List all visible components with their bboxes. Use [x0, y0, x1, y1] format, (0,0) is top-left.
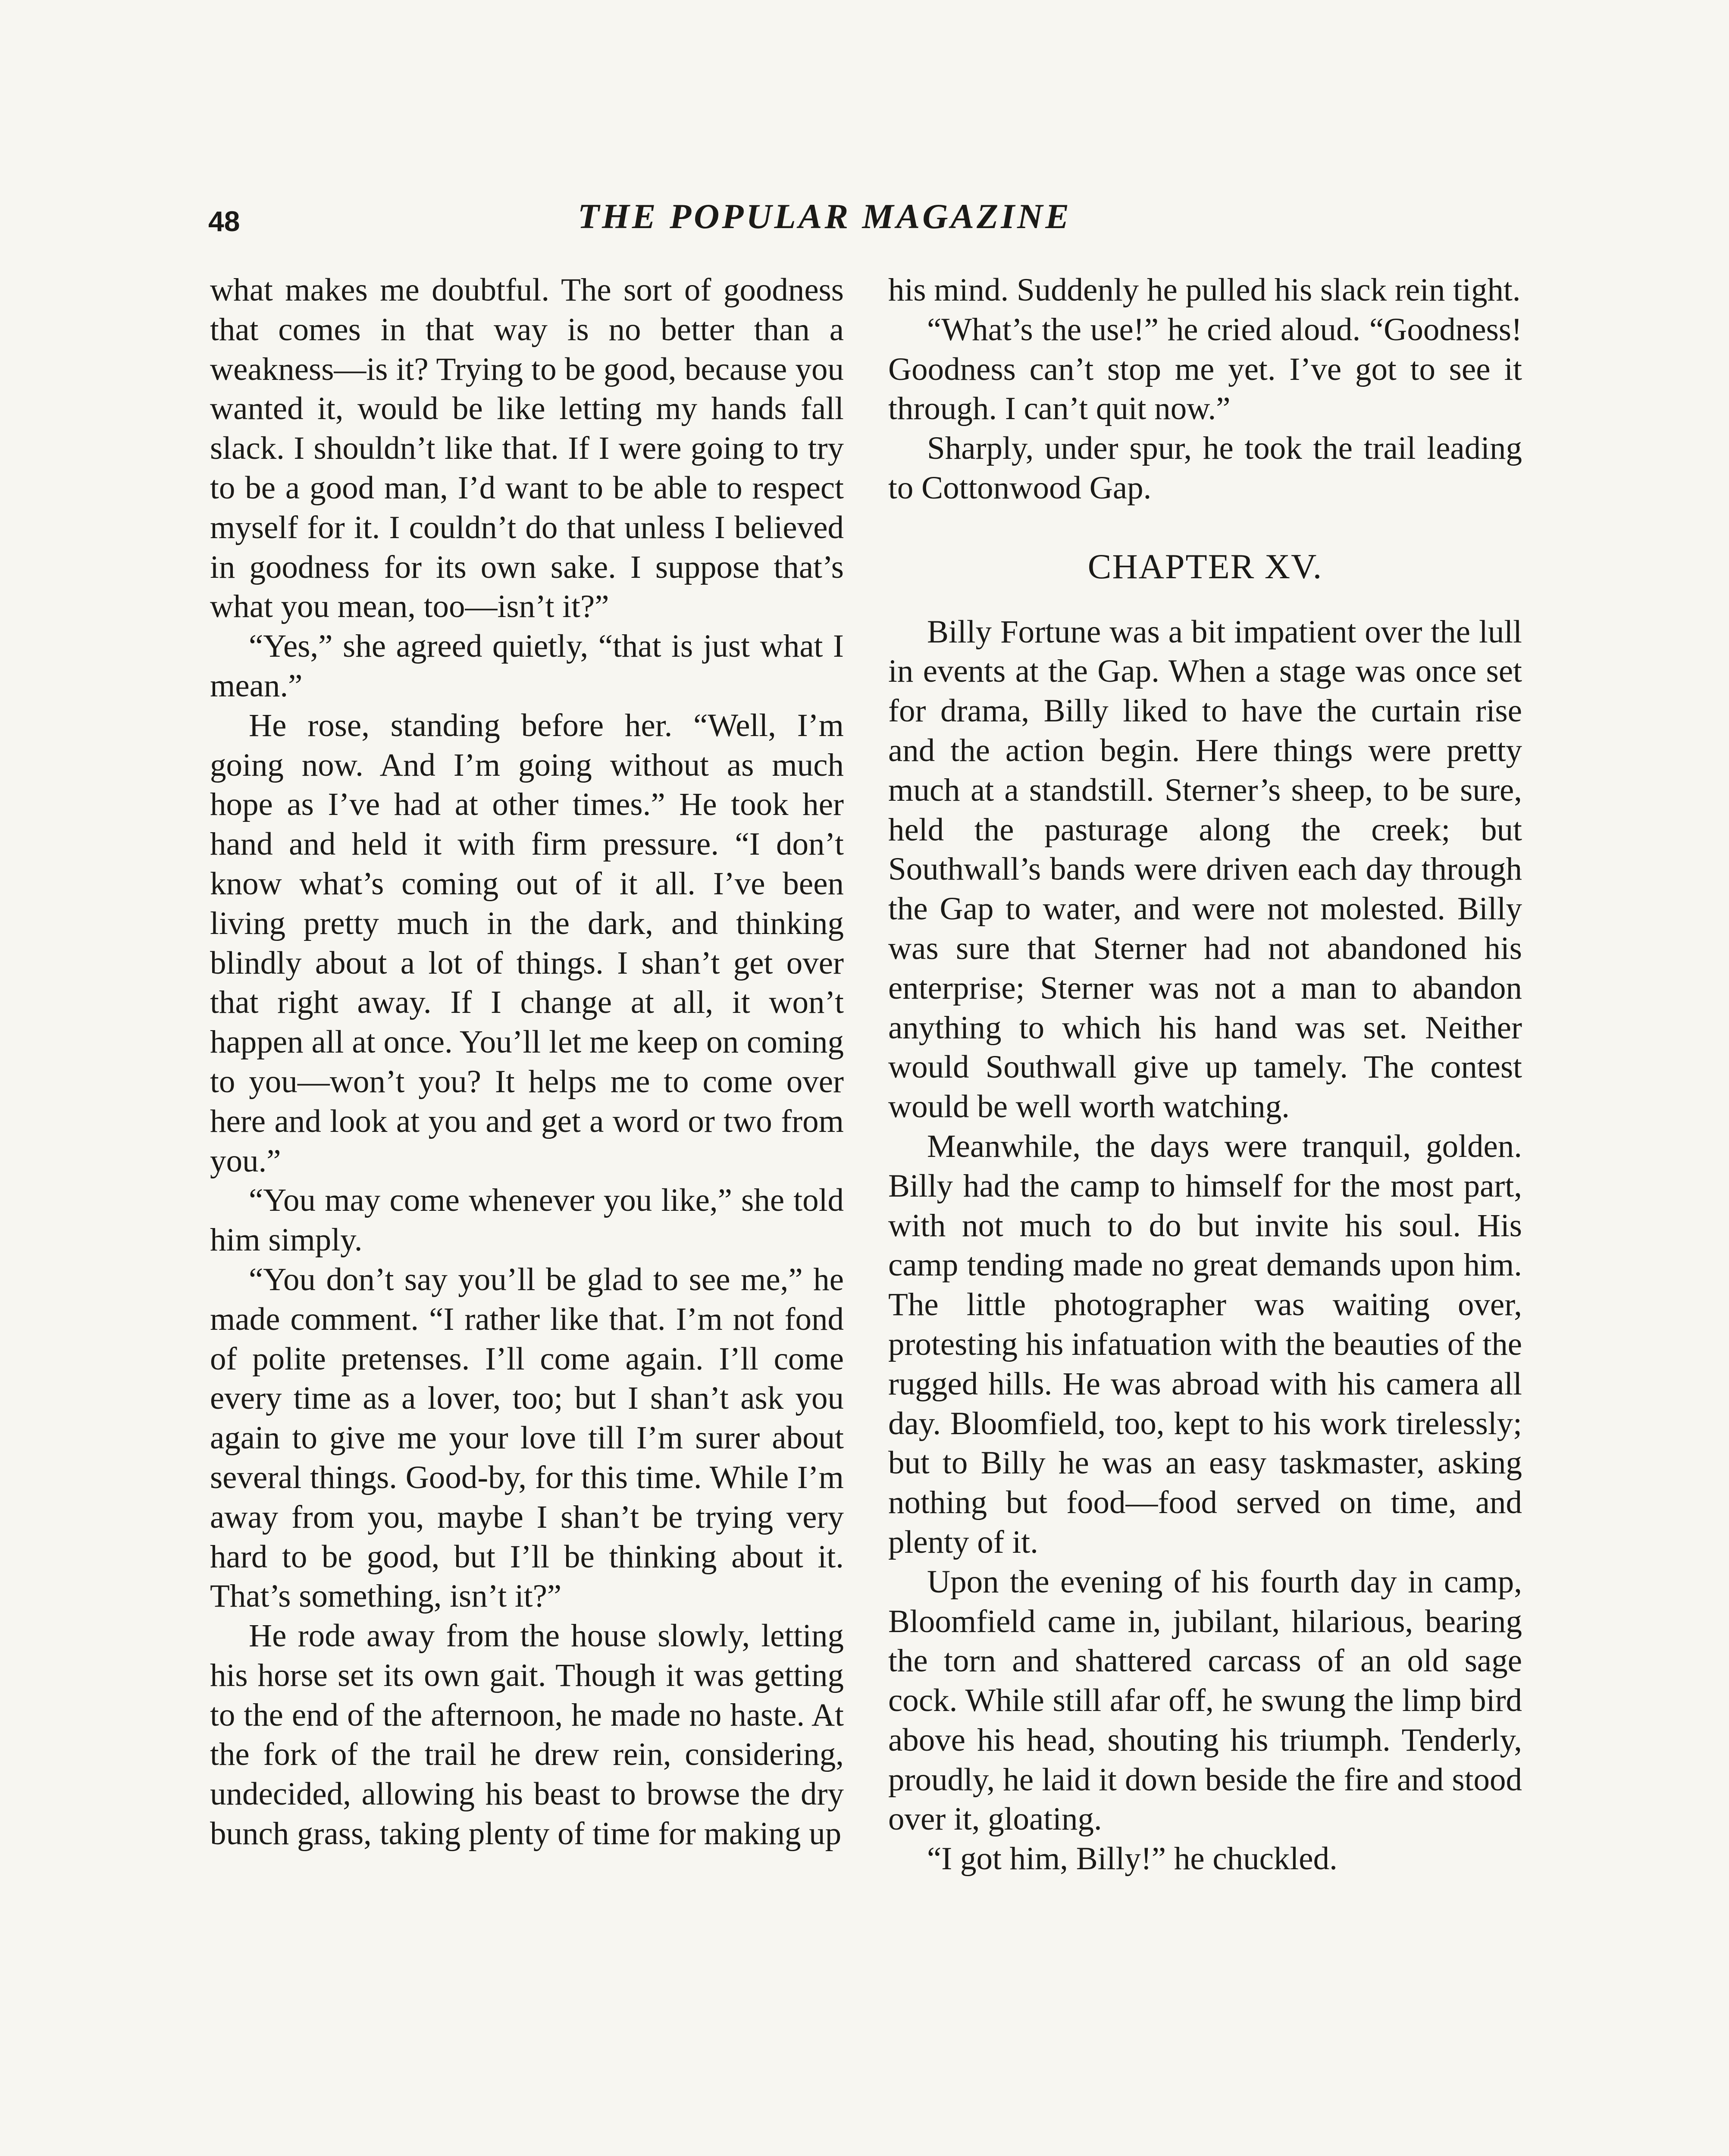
paragraph: He rode away from the house slowly, letting his horse set its own gait. Though it was getting to the end of the afternoon, he made no haste. At the fork of the trail he drew rein, considering, undecided, allowing his beast to browse the dry bunch grass, taking plenty of time for making up	[210, 1618, 844, 1852]
left-column	[210, 270, 844, 1854]
paragraph: Billy Fortune was a bit impatient over the lull in events at the Gap. When a stage was once set for drama, Billy liked to have the curtain rise and the action begin. Here things were pretty much at a standstill. Sterner’s sheep, to be sure, held the pasturage along the creek; but Southwall’s bands were driven each day through the Gap to water, and were not molested. Billy was sure that Sterner had not abandoned his enterprise; Sterner was not a man to abandon anything to which his hand was set. Neither would Southwall give up tamely. The contest would be well worth watching.	[888, 614, 1522, 1125]
paragraph: “I got him, Billy!” he chuckled.	[927, 1841, 1337, 1877]
paragraph: his mind. Suddenly he pulled his slack rein tight.	[888, 272, 1521, 308]
chapter-heading: CHAPTER XV.	[1087, 546, 1323, 586]
paragraph: “Yes,” she agreed quietly, “that is just what I mean.”	[210, 628, 844, 704]
paragraph: Sharply, under spur, he took the trail leading to Cottonwood Gap.	[888, 430, 1522, 506]
paragraph: “What’s the use!” he cried aloud. “Goodness! Goodness can’t stop me yet. I’ve got to see it through. I can’t quit now.”	[888, 311, 1522, 427]
paragraph: He rose, standing before her. “Well, I’m going now. And I’m going without as much hope as I’ve had at other times.” He took her hand and held it with firm pressure. “I don’t know what’s coming out of it all. I’ve been living pretty much in the dark, and thinking blindly about a lot of things. I shan’t get over that right away. If I change at all, it won’t happen all at once. You’ll let me keep on coming to you—won’t you? It helps me to come over here and look at you and get a word or two from you.”	[210, 707, 844, 1179]
page-number: 48	[208, 205, 240, 237]
paragraph: what makes me doubtful. The sort of goodness that comes in that way is no better than a weakness—is it? Trying to be good, because you wanted it, would be like letting my hands fall slack. I shouldn’t like that. If I were going to try to be a good man, I’d want to be able to respect myself for it. I couldn’t do that unless I believed in goodness for its own sake. I suppose that’s what you mean, too—isn’t it?”	[210, 272, 844, 625]
running-head: THE POPULAR MAGAZINE	[578, 197, 1072, 236]
paragraph: Upon the evening of his fourth day in camp, Bloomfield came in, jubilant, hilarious, bearing the torn and shattered carcass of an old sage cock. While still afar off, he swung the limp bird above his head, shouting his triumph. Tenderly, proudly, he laid it down beside the fire and stood over it, gloating.	[888, 1564, 1522, 1837]
paragraph: “You may come whenever you like,” she told him simply.	[210, 1182, 844, 1258]
paragraph: “You don’t say you’ll be glad to see me,” he made comment. “I rather like that. I’m not fond of polite pretenses. I’ll come again. I’ll come every time as a lover, too; but I shan’t ask you again to give me your love till I’m surer about several things. Good-by, for this time. While I’m away from you, maybe I shan’t be trying very hard to be good, but I’ll be thinking about it. That’s something, isn’t it?”	[210, 1261, 844, 1614]
paragraph: Meanwhile, the days were tranquil, golden. Billy had the camp to himself for the most part, with not much to do but invite his soul. His camp tending made no great demands upon him. The little photographer was waiting over, protesting his infatuation with the beauties of the rugged hills. He was abroad with his camera all day. Bloomfield, too, kept to his work tirelessly; but to Billy he was an easy taskmaster, asking nothing but food—food served on time, and plenty of it.	[888, 1128, 1522, 1560]
right-column	[888, 270, 1522, 1879]
